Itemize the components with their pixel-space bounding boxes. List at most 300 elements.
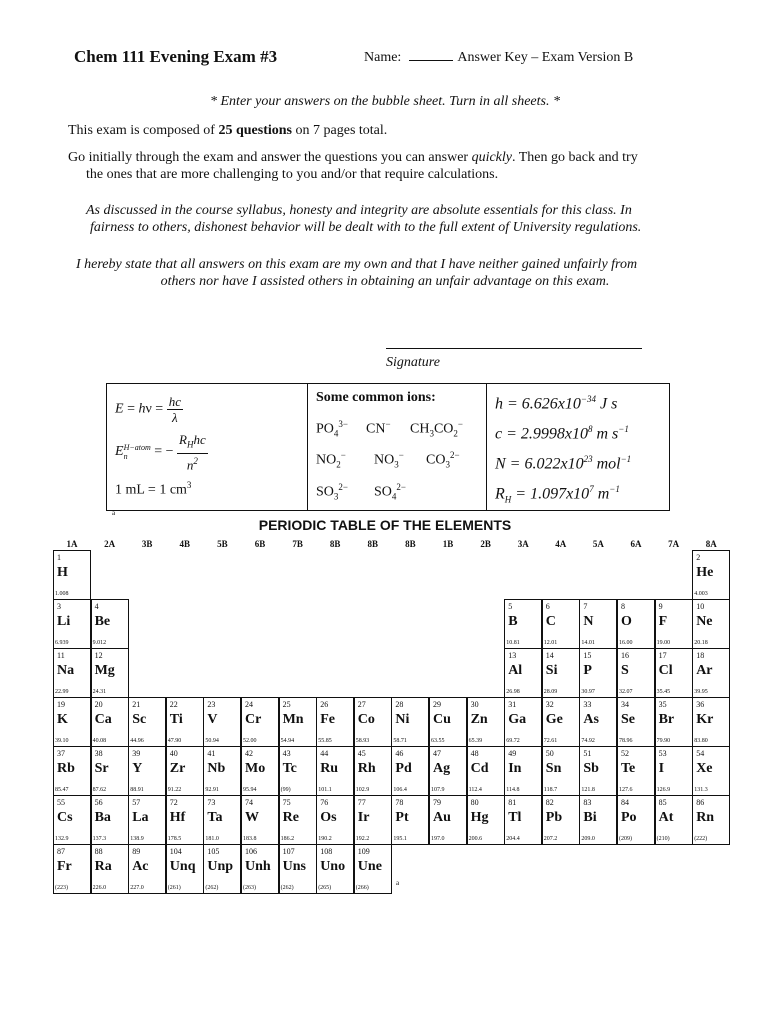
atomic-mass: 12.01 xyxy=(543,640,558,646)
element-cell-nb xyxy=(203,746,241,796)
element-symbol: Xe xyxy=(696,761,713,776)
atomic-mass: 79.90 xyxy=(656,738,671,744)
element-symbol: P xyxy=(583,663,592,678)
atomic-mass: 19.00 xyxy=(656,640,671,646)
element-symbol: Ag xyxy=(433,761,451,776)
go-through-line2: the ones that are more challenging to you and/or that require calculations. xyxy=(86,167,499,182)
element-symbol: Ge xyxy=(545,712,563,727)
element-symbol: Pb xyxy=(545,810,563,825)
element-cell-ne xyxy=(692,599,730,649)
atomic-mass: 72.61 xyxy=(543,738,558,744)
atomic-number: 24 xyxy=(245,700,253,709)
atomic-number: 41 xyxy=(207,749,216,758)
element-cell-ge xyxy=(542,697,580,747)
composition-post: on 7 pages total. xyxy=(292,123,388,138)
element-symbol: Unp xyxy=(207,859,234,874)
element-symbol: Re xyxy=(282,810,299,825)
volume-conversion: 1 mL = 1 $cm^3$ xyxy=(115,480,192,498)
element-cell-c xyxy=(542,599,580,649)
group-label: 7A xyxy=(668,539,680,549)
atomic-number: 74 xyxy=(245,798,253,807)
element-symbol: V xyxy=(207,712,218,727)
element-symbol: Nb xyxy=(207,761,226,776)
atomic-number: 33 xyxy=(583,700,592,709)
atomic-mass: 30.97 xyxy=(581,689,595,695)
element-cell-sb xyxy=(579,746,617,796)
element-symbol: Fr xyxy=(57,859,72,874)
signature-label: Signature xyxy=(386,355,440,370)
name-value: Answer Key – Exam Version B xyxy=(457,50,634,65)
atomic-number: 108 xyxy=(320,847,333,856)
element-symbol: Ac xyxy=(132,859,149,874)
element-symbol: Ca xyxy=(94,712,112,727)
group-label: 6A xyxy=(630,539,642,549)
atomic-number: 29 xyxy=(433,700,441,709)
ions-column xyxy=(308,384,487,510)
element-cell-co xyxy=(354,697,392,747)
atomic-number: 46 xyxy=(395,749,404,758)
element-symbol: Ga xyxy=(508,712,527,727)
atomic-number: 37 xyxy=(57,749,65,758)
element-cell-h xyxy=(53,550,91,600)
constants-column xyxy=(487,384,669,510)
element-symbol: Rn xyxy=(696,810,715,825)
element-symbol: Ar xyxy=(696,663,713,678)
atomic-number: 76 xyxy=(320,798,329,807)
element-symbol: O xyxy=(621,614,632,629)
periodic-table-title: PERIODIC TABLE OF THE ELEMENTS xyxy=(258,517,512,533)
rydberg-constant: $R_H = 1.097x10^7$ $m^{-1}$ xyxy=(495,484,620,505)
atomic-mass: 207.2 xyxy=(543,836,558,842)
atomic-number: 52 xyxy=(621,749,629,758)
atomic-mass: 9.012 xyxy=(92,640,107,646)
group-label: 8A xyxy=(705,539,717,549)
atomic-mass: (266) xyxy=(355,885,369,891)
reference-box xyxy=(106,383,670,511)
atomic-mass: 65.39 xyxy=(468,738,483,744)
atomic-mass: (223) xyxy=(55,885,68,891)
element-cell-tl xyxy=(504,795,542,845)
element-symbol: Ta xyxy=(207,810,223,825)
ion-acetate: $CH_3CO_2^-$ xyxy=(410,419,463,439)
exam-title: Chem 111 Evening Exam #3 xyxy=(74,47,278,66)
atomic-number: 5 xyxy=(508,602,513,611)
atomic-number: 50 xyxy=(545,749,554,758)
atomic-mass: (261) xyxy=(167,885,181,891)
atomic-number: 79 xyxy=(433,798,441,807)
ion-nitrate: $NO_3^-$ xyxy=(374,450,404,470)
element-cell-xe xyxy=(692,746,730,796)
element-symbol: Hf xyxy=(169,810,186,825)
atomic-mass: 63.55 xyxy=(431,738,445,744)
element-symbol: K xyxy=(57,712,68,727)
element-symbol: Rb xyxy=(57,761,75,776)
element-cell-fr xyxy=(53,844,91,894)
atomic-mass: 91.22 xyxy=(167,787,182,793)
element-cell-n xyxy=(579,599,617,649)
atomic-number: 73 xyxy=(207,798,216,807)
element-symbol: Se xyxy=(621,712,635,727)
atomic-number: 104 xyxy=(169,847,182,856)
atomic-number: 30 xyxy=(470,700,479,709)
atomic-number: 16 xyxy=(621,651,629,660)
element-cell-b xyxy=(504,599,542,649)
element-symbol: Hg xyxy=(470,810,489,825)
atomic-number: 31 xyxy=(508,700,517,709)
atomic-mass: (222) xyxy=(694,836,708,842)
atomic-number: 51 xyxy=(583,749,592,758)
element-cell-po xyxy=(617,795,655,845)
element-cell-rn xyxy=(692,795,730,845)
element-symbol: Une xyxy=(357,859,382,874)
atomic-number: 20 xyxy=(94,700,103,709)
atomic-mass: 204.4 xyxy=(506,836,520,842)
atomic-mass: (210) xyxy=(656,836,670,842)
atomic-mass: 1.008 xyxy=(55,591,69,597)
element-symbol: Li xyxy=(57,614,71,629)
atomic-number: 44 xyxy=(320,749,329,758)
atomic-number: 80 xyxy=(470,798,479,807)
composition-count: 25 questions xyxy=(218,123,293,138)
atomic-number: 14 xyxy=(545,651,554,660)
element-cell-os xyxy=(316,795,354,845)
name-blank xyxy=(409,50,453,61)
atomic-number: 35 xyxy=(658,700,667,709)
element-symbol: Bi xyxy=(583,810,597,825)
atomic-mass: 28.09 xyxy=(543,689,558,695)
signature-line[interactable] xyxy=(386,348,642,349)
atomic-number: 10 xyxy=(696,602,705,611)
atomic-number: 75 xyxy=(282,798,291,807)
atomic-number: 42 xyxy=(245,749,253,758)
atomic-mass: 87.62 xyxy=(92,787,107,793)
element-cell-au xyxy=(429,795,467,845)
exam-composition xyxy=(68,122,387,139)
element-symbol: Al xyxy=(508,663,523,678)
atomic-number: 48 xyxy=(470,749,479,758)
atomic-mass: 186.2 xyxy=(280,836,295,842)
element-cell-al xyxy=(504,648,542,698)
element-symbol: Unh xyxy=(245,859,271,874)
atomic-mass: 112.4 xyxy=(468,787,482,793)
element-cell-k xyxy=(53,697,91,747)
atomic-number: 4 xyxy=(94,602,99,611)
element-symbol: Tl xyxy=(508,810,522,825)
atomic-number: 82 xyxy=(545,798,554,807)
element-cell-unp xyxy=(203,844,241,894)
element-symbol: Ru xyxy=(320,761,339,776)
element-symbol: Sb xyxy=(583,761,599,776)
atomic-number: 11 xyxy=(57,651,65,660)
element-cell-w xyxy=(241,795,279,845)
element-cell-ra xyxy=(91,844,129,894)
atomic-mass: 138.9 xyxy=(130,836,144,842)
group-label: 3A xyxy=(517,539,529,549)
group-label: 8B xyxy=(367,539,379,549)
element-symbol: Be xyxy=(94,614,111,629)
element-cell-ca xyxy=(91,697,129,747)
formulas-column xyxy=(107,384,308,510)
element-symbol: Mn xyxy=(282,712,304,727)
element-cell-bi xyxy=(579,795,617,845)
element-cell-ni xyxy=(391,697,429,747)
atomic-number: 13 xyxy=(508,651,517,660)
element-cell-ti xyxy=(166,697,204,747)
element-symbol: Cl xyxy=(658,663,673,678)
ion-nitrite: $NO_2^-$ xyxy=(316,450,346,470)
atomic-mass: 10.81 xyxy=(506,640,520,646)
atomic-number: 109 xyxy=(357,847,370,856)
ions-heading: Some common ions: xyxy=(316,390,436,405)
element-cell-te xyxy=(617,746,655,796)
ion-sulfate: $SO_4^{2-}$ xyxy=(374,482,406,502)
element-cell-cu xyxy=(429,697,467,747)
element-cell-i xyxy=(655,746,693,796)
atomic-number: 2 xyxy=(696,553,701,562)
element-symbol: Ba xyxy=(94,810,111,825)
atomic-mass: 6.939 xyxy=(55,640,69,646)
element-cell-cl xyxy=(655,648,693,698)
atomic-number: 38 xyxy=(94,749,103,758)
atomic-number: 72 xyxy=(169,798,178,807)
atomic-mass: 88.91 xyxy=(130,787,144,793)
go-pre: Go initially through the exam and answer the questions you can answer xyxy=(68,150,472,165)
element-cell-la xyxy=(128,795,166,845)
statement-line2: others nor have I assisted others in obtaining an unfair advantage on this exam. xyxy=(160,274,610,289)
element-cell-unq xyxy=(166,844,204,894)
element-cell-unh xyxy=(241,844,279,894)
atomic-mass: 127.6 xyxy=(619,787,633,793)
group-label: 4A xyxy=(555,539,567,549)
element-cell-fe xyxy=(316,697,354,747)
group-label: 1A xyxy=(66,539,78,549)
atomic-number: 78 xyxy=(395,798,404,807)
element-cell-ba xyxy=(91,795,129,845)
atomic-mass: 102.9 xyxy=(355,787,370,793)
element-symbol: Uns xyxy=(282,859,306,874)
atomic-number: 18 xyxy=(696,651,705,660)
element-symbol: H xyxy=(57,565,68,580)
atomic-number: 43 xyxy=(282,749,291,758)
atomic-mass: 58.71 xyxy=(393,738,407,744)
atomic-number: 81 xyxy=(508,798,517,807)
element-symbol: Tc xyxy=(282,761,297,776)
atomic-mass: 114.8 xyxy=(506,787,520,793)
element-symbol: Zr xyxy=(169,761,186,776)
element-symbol: Co xyxy=(357,712,375,727)
atomic-number: 89 xyxy=(132,847,141,856)
atomic-number: 26 xyxy=(320,700,329,709)
integrity-line2: fairness to others, dishonest behavior will be dealt with to the full extent of University regulations. xyxy=(90,220,642,235)
element-symbol: Mo xyxy=(245,761,266,776)
element-symbol: He xyxy=(696,565,714,580)
element-cell-rb xyxy=(53,746,91,796)
atomic-mass: (262) xyxy=(205,885,219,891)
element-symbol: Sc xyxy=(132,712,147,727)
atomic-number: 6 xyxy=(545,602,550,611)
atomic-mass: (99) xyxy=(280,787,291,793)
element-symbol: Te xyxy=(621,761,636,776)
element-cell-ar xyxy=(692,648,730,698)
element-cell-na xyxy=(53,648,91,698)
element-cell-rh xyxy=(354,746,392,796)
atomic-mass: 183.8 xyxy=(243,836,257,842)
atomic-mass: 16.00 xyxy=(619,640,633,646)
element-cell-cs xyxy=(53,795,91,845)
element-cell-sr xyxy=(91,746,129,796)
element-cell-f xyxy=(655,599,693,649)
element-cell-kr xyxy=(692,697,730,747)
atomic-number: 27 xyxy=(357,700,366,709)
element-cell-si xyxy=(542,648,580,698)
atomic-mass: 106.4 xyxy=(393,787,407,793)
element-cell-ir xyxy=(354,795,392,845)
atomic-mass: 39.10 xyxy=(55,738,69,744)
group-label: 5A xyxy=(592,539,604,549)
atomic-mass: 55.85 xyxy=(318,738,332,744)
atomic-mass: 101.1 xyxy=(318,787,332,793)
element-cell-y xyxy=(128,746,166,796)
element-symbol: S xyxy=(621,663,629,678)
element-cell-as xyxy=(579,697,617,747)
element-symbol: Ir xyxy=(357,810,370,825)
element-symbol: Cr xyxy=(245,712,262,727)
atomic-mass: 126.9 xyxy=(656,787,671,793)
atomic-mass: 40.08 xyxy=(92,738,107,744)
atomic-number: 39 xyxy=(132,749,141,758)
element-symbol: Ne xyxy=(696,614,713,629)
atomic-mass: 4.003 xyxy=(694,591,708,597)
element-symbol: Uno xyxy=(320,859,346,874)
group-label: 6B xyxy=(254,539,266,549)
atomic-mass: 32.07 xyxy=(619,689,633,695)
atomic-number: 28 xyxy=(395,700,404,709)
atomic-mass: 181.0 xyxy=(205,836,219,842)
atomic-number: 107 xyxy=(282,847,295,856)
atomic-mass: 132.9 xyxy=(55,836,69,842)
group-label: 3B xyxy=(141,539,153,549)
element-symbol: Au xyxy=(433,810,451,825)
atomic-mass: 58.93 xyxy=(355,738,370,744)
atomic-number: 7 xyxy=(583,602,588,611)
element-cell-br xyxy=(655,697,693,747)
atomic-number: 21 xyxy=(132,700,141,709)
ion-phosphate: $PO_4^{3-}$ xyxy=(316,419,348,439)
atomic-mass: 226.0 xyxy=(92,885,107,891)
atomic-mass: 137.3 xyxy=(92,836,107,842)
composition-pre: This exam is composed of xyxy=(68,123,219,138)
atomic-number: 87 xyxy=(57,847,65,856)
atomic-number: 32 xyxy=(545,700,554,709)
atomic-number: 88 xyxy=(94,847,103,856)
atomic-mass: 44.96 xyxy=(130,738,144,744)
atomic-mass: 121.8 xyxy=(581,787,595,793)
element-cell-ta xyxy=(203,795,241,845)
group-label: 1B xyxy=(442,539,454,549)
element-cell-uns xyxy=(279,844,317,894)
atomic-number: 55 xyxy=(57,798,65,807)
element-cell-p xyxy=(579,648,617,698)
integrity-line1: As discussed in the course syllabus, honesty and integrity are absolute essentials for this class. In xyxy=(86,203,632,218)
atomic-mass: 69.72 xyxy=(506,738,520,744)
atomic-mass: (263) xyxy=(243,885,256,891)
atomic-mass: 95.94 xyxy=(243,787,257,793)
atomic-mass: 47.90 xyxy=(167,738,182,744)
atomic-mass: 83.80 xyxy=(694,738,708,744)
table-footnote-mark: a xyxy=(396,879,400,887)
element-symbol: Kr xyxy=(696,712,714,727)
group-label: 2B xyxy=(480,539,491,549)
element-symbol: Na xyxy=(57,663,75,678)
group-label: 4B xyxy=(179,539,191,549)
atomic-mass: 227.0 xyxy=(130,885,144,891)
element-cell-ga xyxy=(504,697,542,747)
atomic-number: 19 xyxy=(57,700,65,709)
element-cell-v xyxy=(203,697,241,747)
element-cell-he xyxy=(692,550,730,600)
group-label: 5B xyxy=(217,539,228,549)
element-symbol: C xyxy=(545,614,556,629)
atomic-mass: 78.96 xyxy=(619,738,633,744)
atomic-mass: 74.92 xyxy=(581,738,595,744)
element-symbol: Sr xyxy=(94,761,109,776)
atomic-mass: 195.1 xyxy=(393,836,407,842)
atomic-mass: 52.00 xyxy=(243,738,257,744)
element-cell-ag xyxy=(429,746,467,796)
element-cell-pt xyxy=(391,795,429,845)
element-symbol: Mg xyxy=(94,663,115,678)
atomic-mass: 20.18 xyxy=(694,640,708,646)
atomic-number: 36 xyxy=(696,700,705,709)
element-symbol: Cu xyxy=(433,712,451,727)
element-symbol: Ti xyxy=(169,712,183,727)
element-cell-mg xyxy=(91,648,129,698)
atomic-mass: (209) xyxy=(619,836,632,842)
atomic-mass: 118.7 xyxy=(543,787,558,793)
atomic-mass: 190.2 xyxy=(318,836,332,842)
atomic-mass: 54.94 xyxy=(280,738,295,744)
atomic-number: 8 xyxy=(621,602,625,611)
atomic-mass: 85.47 xyxy=(55,787,69,793)
atomic-mass: 26.98 xyxy=(506,689,520,695)
element-symbol: Unq xyxy=(169,859,196,874)
atomic-number: 47 xyxy=(433,749,441,758)
planck-constant: $h = 6.626x10^{-34}$ J s xyxy=(495,394,618,413)
element-symbol: Si xyxy=(545,663,558,678)
atomic-mass: 197.0 xyxy=(431,836,445,842)
atomic-number: 40 xyxy=(169,749,178,758)
element-symbol: Pd xyxy=(395,761,412,776)
atomic-number: 49 xyxy=(508,749,517,758)
element-symbol: Pt xyxy=(395,810,409,825)
speed-of-light: $c = 2.9998x10^8$ m $s^{-1}$ xyxy=(495,424,629,443)
atomic-number: 105 xyxy=(207,847,220,856)
atomic-number: 9 xyxy=(658,602,663,611)
atomic-mass: 192.2 xyxy=(355,836,370,842)
element-symbol: W xyxy=(245,810,259,825)
element-symbol: Y xyxy=(132,761,143,776)
group-label: 8B xyxy=(405,539,416,549)
element-symbol: As xyxy=(583,712,599,727)
element-cell-at xyxy=(655,795,693,845)
atomic-number: 56 xyxy=(94,798,103,807)
go-post: . Then go back and try xyxy=(512,150,638,165)
atomic-number: 54 xyxy=(696,749,705,758)
element-cell-in xyxy=(504,746,542,796)
element-cell-o xyxy=(617,599,655,649)
atomic-mass: 50.94 xyxy=(205,738,219,744)
element-symbol: In xyxy=(508,761,522,776)
